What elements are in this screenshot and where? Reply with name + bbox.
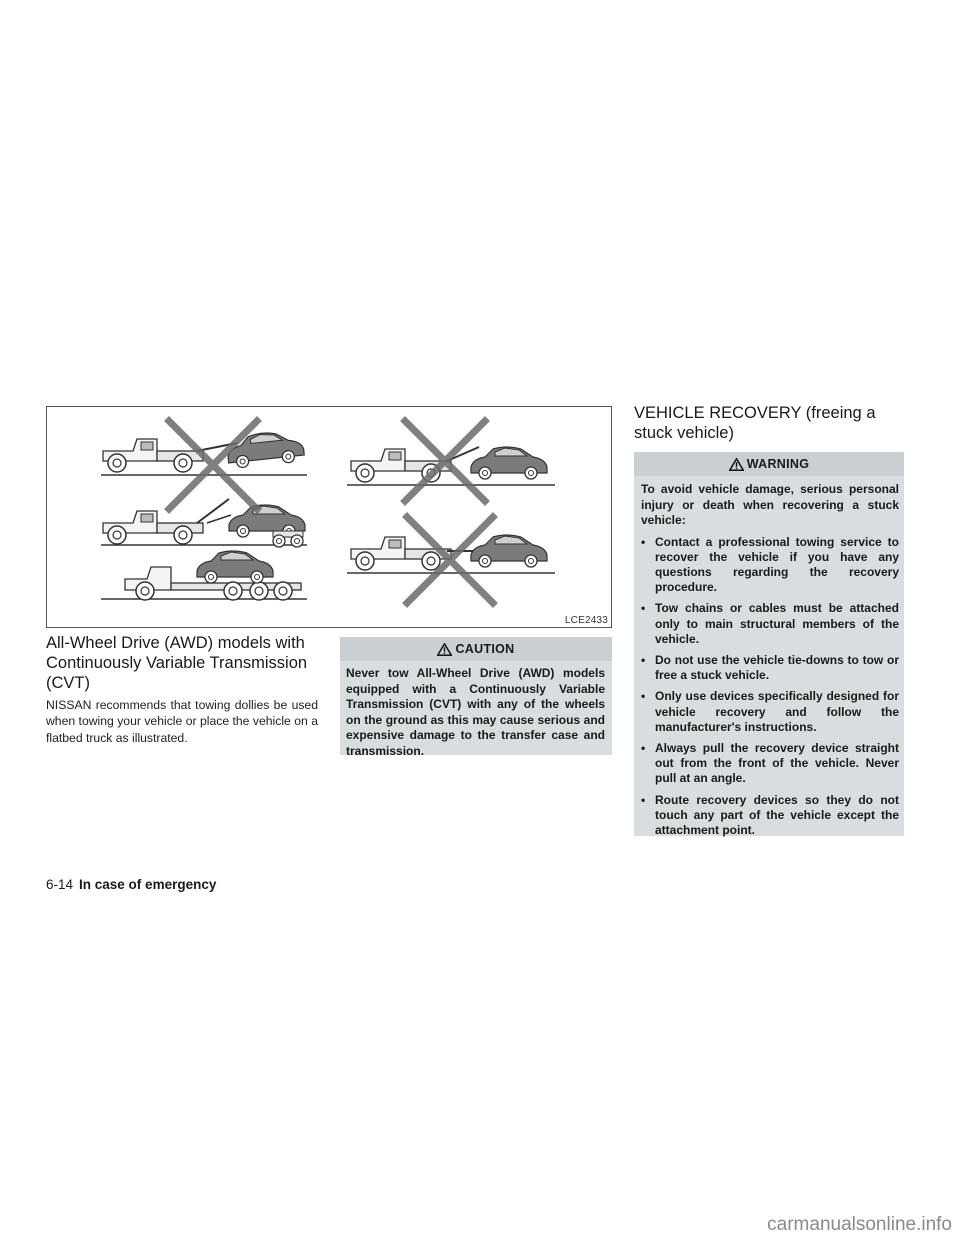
section-heading-recovery: VEHICLE RECOVERY (freeing a stuck vehicle) xyxy=(634,404,876,442)
page-number: 6-14 xyxy=(46,877,74,892)
list-item: • Contact a professional towing service to recover the vehicle if you have any questions regarding the recovery procedure. xyxy=(641,534,899,595)
caution-label: CAUTION xyxy=(455,642,515,656)
warning-box xyxy=(634,452,904,836)
car-icon xyxy=(471,447,547,479)
section-heading-awd: All-Wheel Drive (AWD) models with Continuously Variable Transmission (CVT) xyxy=(46,634,308,692)
list-item: • Route recovery devices so they do not touch any part of the vehicle except the attachment point. xyxy=(641,792,899,837)
towing-recommendation-text: NISSAN recommends that towing dollies be used when towing your vehicle or place the vehicle on a flatbed truck as illustrated. xyxy=(46,698,318,745)
watermark: carmanualsonline.info xyxy=(767,1214,952,1235)
towing-illustration xyxy=(46,406,612,628)
tow-truck-icon xyxy=(103,499,231,544)
warning-label: WARNING xyxy=(746,457,810,471)
caution-box xyxy=(340,637,612,758)
car-icon xyxy=(471,535,547,567)
figure-code: LCE2433 xyxy=(564,615,608,626)
car-icon xyxy=(226,429,305,469)
list-item: • Tow chains or cables must be attached only to main structural members of the vehicle. xyxy=(641,601,899,646)
car-icon xyxy=(197,551,273,583)
section-title: In case of emergency xyxy=(79,877,217,892)
warning-list xyxy=(634,535,904,839)
warning-triangle-icon xyxy=(437,643,452,656)
warning-intro: To avoid vehicle damage, serious personal injury or death when recovering a stuck vehicle: xyxy=(641,482,899,527)
caution-text: Never tow All-Wheel Drive (AWD) models equipped with a Continuously Variable Transmission (CVT) with any of the wheels on the ground as this may cause serious and expensive damage to the transfer case and transmission. xyxy=(346,666,605,758)
towing-diagram xyxy=(47,407,613,629)
caution-header xyxy=(340,637,612,661)
list-item: • Do not use the vehicle tie-downs to tow or free a stuck vehicle. xyxy=(641,652,899,683)
page-footer xyxy=(46,877,216,892)
warning-header xyxy=(634,452,904,476)
list-item: • Only use devices specifically designed for vehicle recovery and follow the manufacturer's instructions. xyxy=(641,689,899,734)
list-item: • Always pull the recovery device straight out from the front of the vehicle. Never pull at an angle. xyxy=(641,740,899,786)
warning-triangle-icon xyxy=(729,458,744,471)
